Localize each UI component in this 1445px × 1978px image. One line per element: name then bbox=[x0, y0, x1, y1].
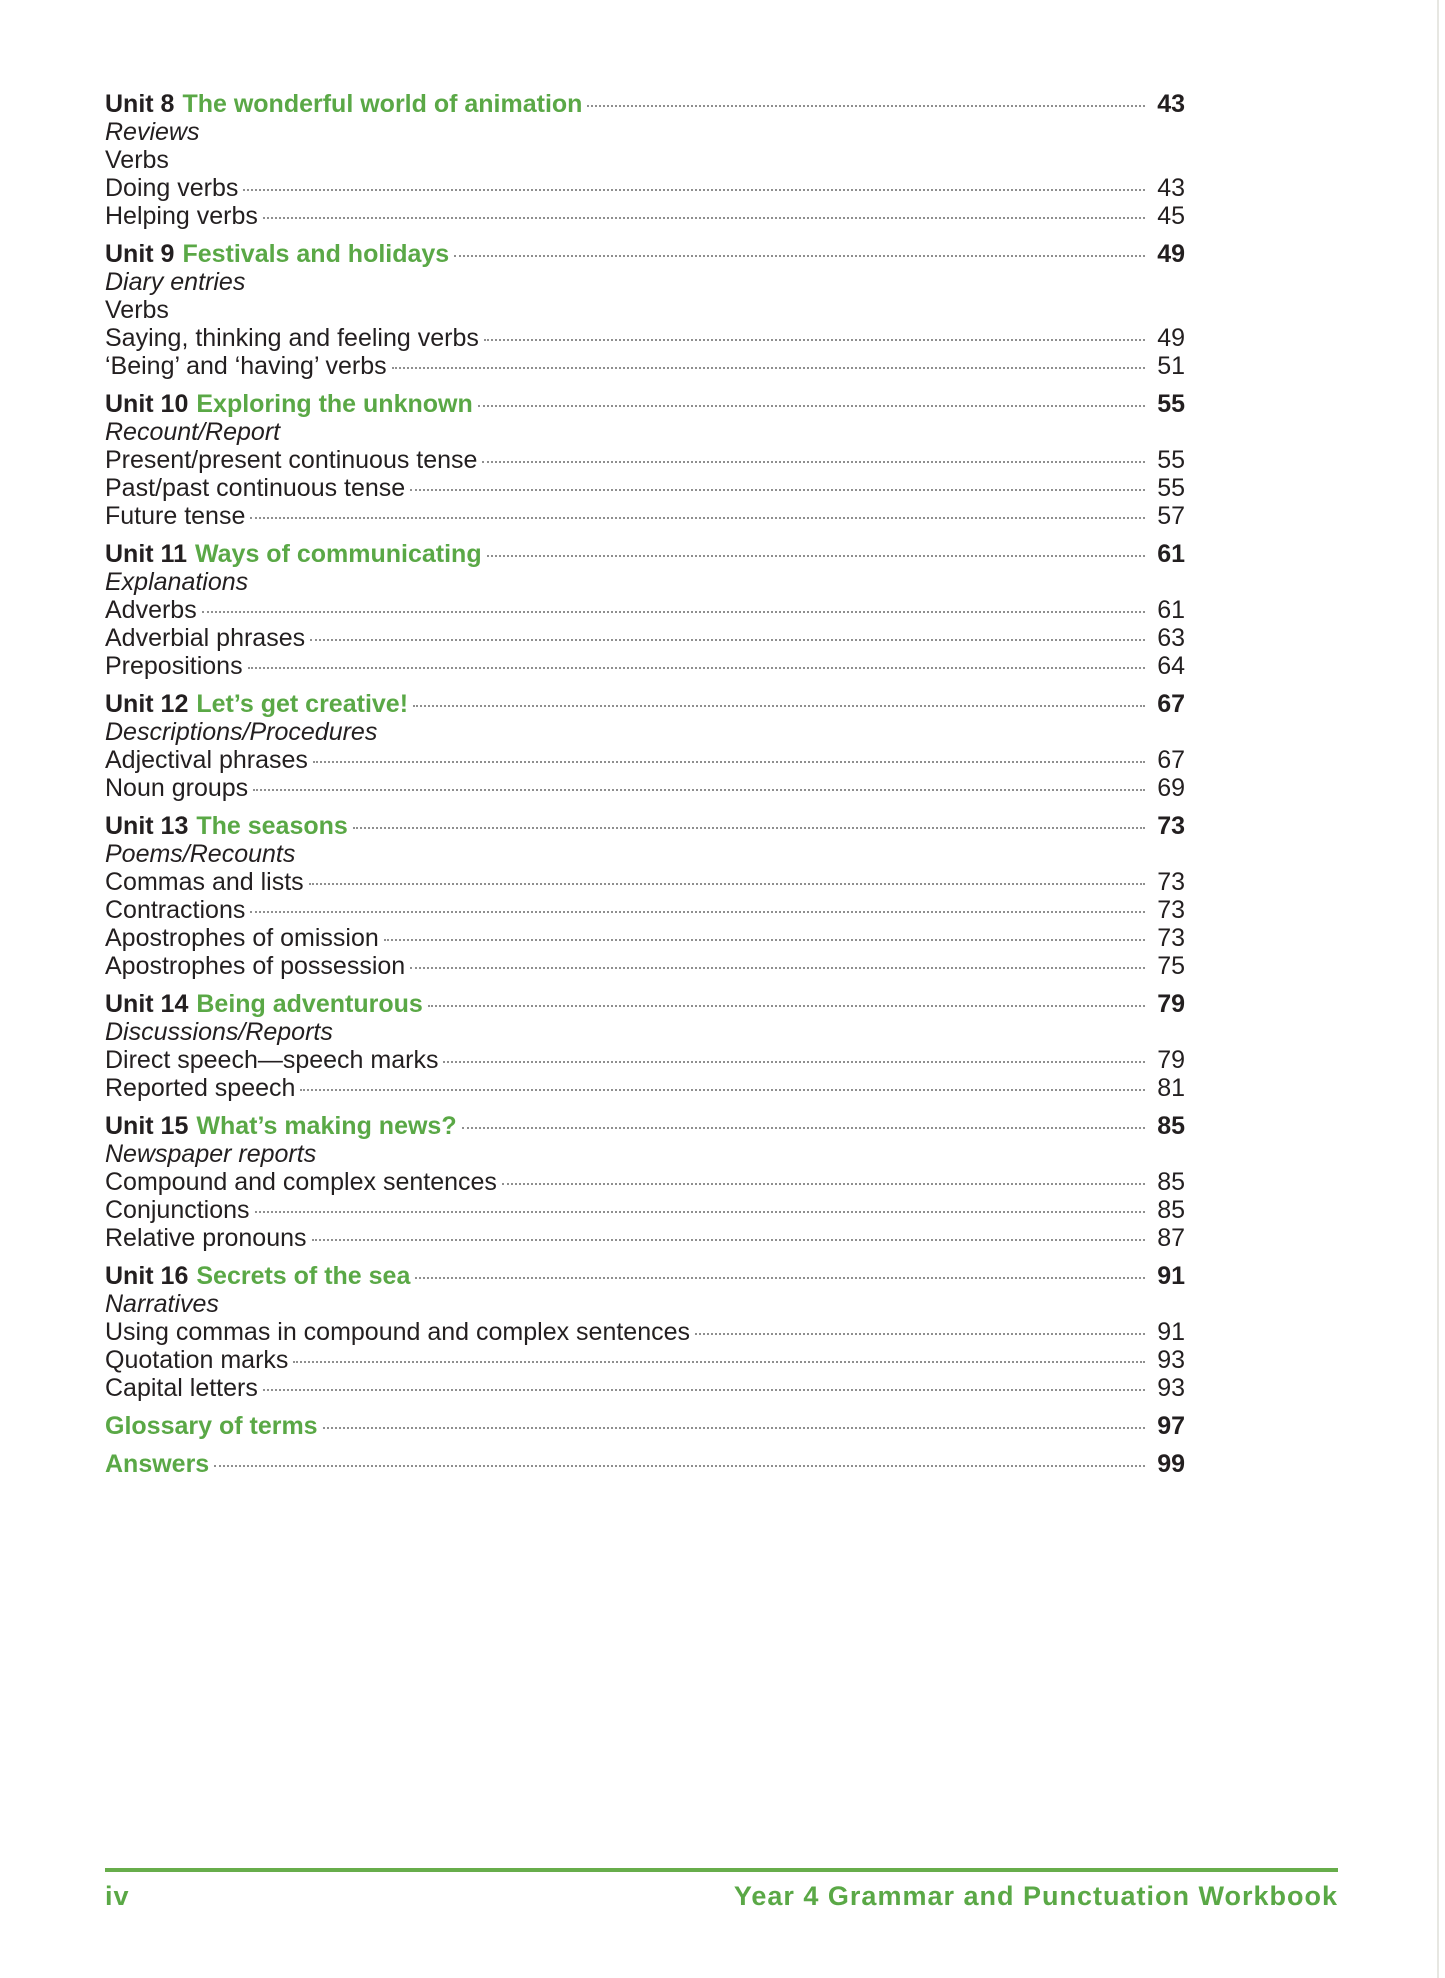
toc-entry-label: Let’s get creative! bbox=[196, 690, 409, 718]
toc-page-number: 69 bbox=[1157, 774, 1185, 802]
toc-page-number: 61 bbox=[1157, 540, 1185, 568]
toc-entry-label: The seasons bbox=[196, 812, 348, 840]
toc-entry-label: Adverbial phrases bbox=[105, 624, 306, 652]
toc-entry-label: Discussions/Reports bbox=[105, 1018, 333, 1046]
toc-page-number: 55 bbox=[1157, 446, 1185, 474]
toc-item-row bbox=[105, 174, 1185, 202]
toc-item-row bbox=[105, 446, 1185, 474]
unit-number-label: Unit 16 bbox=[105, 1262, 189, 1290]
dotted-leader bbox=[487, 555, 1145, 557]
dotted-leader bbox=[428, 1005, 1145, 1007]
toc-page-number: 79 bbox=[1157, 990, 1185, 1018]
dotted-leader bbox=[478, 405, 1145, 407]
toc-heading-row bbox=[105, 812, 1185, 840]
unit-number-label: Unit 14 bbox=[105, 990, 189, 1018]
toc-item-row bbox=[105, 502, 1185, 530]
toc-page-number: 85 bbox=[1157, 1196, 1185, 1224]
toc-entry-label: Noun groups bbox=[105, 774, 249, 802]
toc-item-row bbox=[105, 324, 1185, 352]
dotted-leader bbox=[410, 489, 1145, 491]
toc-heading-row bbox=[105, 690, 1185, 718]
toc-page-number: 73 bbox=[1157, 812, 1185, 840]
toc-item-row bbox=[105, 202, 1185, 230]
toc-entry-label: Using commas in compound and complex sentences bbox=[105, 1318, 691, 1346]
dotted-leader bbox=[410, 967, 1145, 969]
toc-heading-row bbox=[105, 540, 1185, 568]
toc-page-number: 63 bbox=[1157, 624, 1185, 652]
dotted-leader bbox=[310, 639, 1145, 641]
unit-number-label: Unit 10 bbox=[105, 390, 189, 418]
dotted-leader bbox=[323, 1427, 1145, 1429]
toc-page-number: 85 bbox=[1157, 1168, 1185, 1196]
toc-entry-label: Festivals and holidays bbox=[182, 240, 450, 268]
toc-item-row bbox=[105, 474, 1185, 502]
toc-item-row bbox=[105, 1290, 1185, 1318]
dotted-leader bbox=[250, 517, 1145, 519]
toc-item-row bbox=[105, 1318, 1185, 1346]
toc-page-number: 51 bbox=[1157, 352, 1185, 380]
toc-page-number: 55 bbox=[1157, 474, 1185, 502]
toc-entry-label: Poems/Recounts bbox=[105, 840, 296, 868]
toc-item-row bbox=[105, 774, 1185, 802]
dotted-leader bbox=[300, 1089, 1145, 1091]
toc-page-number: 45 bbox=[1157, 202, 1185, 230]
toc-entry-label: Doing verbs bbox=[105, 174, 239, 202]
toc-entry-label: Recount/Report bbox=[105, 418, 281, 446]
toc-entry-label: The wonderful world of animation bbox=[182, 90, 583, 118]
toc-page-number: 91 bbox=[1157, 1262, 1185, 1290]
toc-entry-label: Newspaper reports bbox=[105, 1140, 317, 1168]
toc-page-number: 43 bbox=[1157, 174, 1185, 202]
toc-item-row bbox=[105, 352, 1185, 380]
toc-entry-label: Ways of communicating bbox=[194, 540, 482, 568]
toc-page-number: 87 bbox=[1157, 1224, 1185, 1252]
toc-entry-label: Diary entries bbox=[105, 268, 246, 296]
toc-page-number: 67 bbox=[1157, 746, 1185, 774]
toc-page-number: 73 bbox=[1157, 868, 1185, 896]
toc-entry-label: Verbs bbox=[105, 146, 169, 174]
toc-item-row bbox=[105, 418, 1185, 446]
dotted-leader bbox=[214, 1465, 1145, 1467]
toc-entry-label: Relative pronouns bbox=[105, 1224, 307, 1252]
dotted-leader bbox=[413, 705, 1145, 707]
toc-page-number: 75 bbox=[1157, 952, 1185, 980]
toc-item-row bbox=[105, 624, 1185, 652]
footer-divider bbox=[105, 1868, 1338, 1872]
unit-number-label: Unit 13 bbox=[105, 812, 189, 840]
dotted-leader bbox=[384, 939, 1145, 941]
toc-entry-label: Contractions bbox=[105, 896, 246, 924]
toc-entry-label: Verbs bbox=[105, 296, 169, 324]
toc-page-number: 64 bbox=[1157, 652, 1185, 680]
toc-page-number: 57 bbox=[1157, 502, 1185, 530]
dotted-leader bbox=[250, 911, 1145, 913]
toc-entry-label: Compound and complex sentences bbox=[105, 1168, 497, 1196]
toc-item-row bbox=[105, 1168, 1185, 1196]
toc-entry-label: Adverbs bbox=[105, 596, 197, 624]
toc-heading-row bbox=[105, 1112, 1185, 1140]
toc-entry-label: Conjunctions bbox=[105, 1196, 250, 1224]
toc-heading-row bbox=[105, 390, 1185, 418]
dotted-leader bbox=[482, 461, 1145, 463]
toc-page-number: 43 bbox=[1157, 90, 1185, 118]
dotted-leader bbox=[462, 1127, 1145, 1129]
toc-item-row bbox=[105, 268, 1185, 296]
toc-entry-label: Apostrophes of possession bbox=[105, 952, 406, 980]
toc-item-row bbox=[105, 924, 1185, 952]
unit-number-label: Unit 12 bbox=[105, 690, 189, 718]
toc-entry-label: Future tense bbox=[105, 502, 246, 530]
toc-entry-label: Apostrophes of omission bbox=[105, 924, 379, 952]
toc-entry-label: Narratives bbox=[105, 1290, 219, 1318]
dotted-leader bbox=[502, 1183, 1145, 1185]
dotted-leader bbox=[353, 827, 1145, 829]
toc-page-number: 93 bbox=[1157, 1374, 1185, 1402]
toc-entry-label: Saying, thinking and feeling verbs bbox=[105, 324, 479, 352]
toc-entry-label: Being adventurous bbox=[196, 990, 423, 1018]
dotted-leader bbox=[255, 1211, 1145, 1213]
toc-item-row bbox=[105, 296, 1185, 324]
toc-item-row bbox=[105, 896, 1185, 924]
toc-entry-label: Reviews bbox=[105, 118, 200, 146]
toc-entry-label: Explanations bbox=[105, 568, 249, 596]
toc-entry-label: Helping verbs bbox=[105, 202, 258, 230]
toc-page-number: 85 bbox=[1157, 1112, 1185, 1140]
book-title: Year 4 Grammar and Punctuation Workbook bbox=[733, 1881, 1338, 1911]
dotted-leader bbox=[293, 1361, 1145, 1363]
toc-page-number: 73 bbox=[1157, 924, 1185, 952]
toc-entry-label: Quotation marks bbox=[105, 1346, 289, 1374]
page-footer bbox=[105, 1868, 1338, 1912]
toc-item-row bbox=[105, 1046, 1185, 1074]
toc-item-row bbox=[105, 568, 1185, 596]
toc-heading-row bbox=[105, 90, 1185, 118]
toc-item-row bbox=[105, 718, 1185, 746]
dotted-leader bbox=[587, 105, 1145, 107]
toc-entry-label: Adjectival phrases bbox=[105, 746, 308, 774]
toc-entry-label: Prepositions bbox=[105, 652, 243, 680]
dotted-leader bbox=[202, 611, 1145, 613]
dotted-leader bbox=[415, 1277, 1145, 1279]
dotted-leader bbox=[312, 1239, 1145, 1241]
toc-item-row bbox=[105, 1346, 1185, 1374]
toc-entry-label: Glossary of terms bbox=[105, 1412, 318, 1440]
dotted-leader bbox=[263, 217, 1145, 219]
toc-page-number: 67 bbox=[1157, 690, 1185, 718]
toc-entry-label: What’s making news? bbox=[196, 1112, 457, 1140]
unit-number-label: Unit 15 bbox=[105, 1112, 189, 1140]
toc-heading-row bbox=[105, 1262, 1185, 1290]
toc-entry-label: Present/present continuous tense bbox=[105, 446, 478, 474]
dotted-leader bbox=[454, 255, 1145, 257]
toc-item-row bbox=[105, 1074, 1185, 1102]
toc-entry-label: ‘Being’ and ‘having’ verbs bbox=[105, 352, 387, 380]
toc-item-row bbox=[105, 1196, 1185, 1224]
dotted-leader bbox=[248, 667, 1145, 669]
dotted-leader bbox=[695, 1333, 1145, 1335]
toc-item-row bbox=[105, 1374, 1185, 1402]
toc-item-row bbox=[105, 746, 1185, 774]
toc-item-row bbox=[105, 118, 1185, 146]
page-edge-line bbox=[1437, 0, 1439, 1978]
dotted-leader bbox=[243, 189, 1145, 191]
toc-page-number: 61 bbox=[1157, 596, 1185, 624]
toc-entry-label: Commas and lists bbox=[105, 868, 304, 896]
unit-number-label: Unit 9 bbox=[105, 240, 175, 268]
unit-number-label: Unit 8 bbox=[105, 90, 175, 118]
toc-entry-label: Descriptions/Procedures bbox=[105, 718, 378, 746]
toc-entry-label: Reported speech bbox=[105, 1074, 296, 1102]
table-of-contents bbox=[105, 80, 1185, 1478]
toc-item-row bbox=[105, 952, 1185, 980]
toc-item-row bbox=[105, 1018, 1185, 1046]
toc-page-number: 49 bbox=[1157, 240, 1185, 268]
toc-item-row bbox=[105, 1224, 1185, 1252]
toc-item-row bbox=[105, 868, 1185, 896]
toc-page-number: 79 bbox=[1157, 1046, 1185, 1074]
dotted-leader bbox=[253, 789, 1145, 791]
dotted-leader bbox=[313, 761, 1145, 763]
toc-entry-label: Capital letters bbox=[105, 1374, 258, 1402]
toc-heading-row bbox=[105, 1450, 1185, 1478]
toc-page-number: 55 bbox=[1157, 390, 1185, 418]
toc-entry-label: Direct speech—speech marks bbox=[105, 1046, 439, 1074]
toc-item-row bbox=[105, 596, 1185, 624]
dotted-leader bbox=[309, 883, 1145, 885]
toc-entry-label: Past/past continuous tense bbox=[105, 474, 406, 502]
toc-page-number: 91 bbox=[1157, 1318, 1185, 1346]
toc-item-row bbox=[105, 1140, 1185, 1168]
toc-entry-label: Secrets of the sea bbox=[196, 1262, 411, 1290]
toc-page-number: 73 bbox=[1157, 896, 1185, 924]
toc-item-row bbox=[105, 146, 1185, 174]
toc-heading-row bbox=[105, 240, 1185, 268]
folio-page-number: iv bbox=[105, 1881, 130, 1911]
toc-page-number: 97 bbox=[1157, 1412, 1185, 1440]
unit-number-label: Unit 11 bbox=[105, 540, 187, 568]
toc-page-number: 49 bbox=[1157, 324, 1185, 352]
dotted-leader bbox=[484, 339, 1145, 341]
toc-page-number: 81 bbox=[1157, 1074, 1185, 1102]
toc-entry-label: Exploring the unknown bbox=[196, 390, 473, 418]
dotted-leader bbox=[443, 1061, 1145, 1063]
toc-entry-label: Answers bbox=[105, 1450, 210, 1478]
toc-page-number: 93 bbox=[1157, 1346, 1185, 1374]
toc-heading-row bbox=[105, 1412, 1185, 1440]
toc-heading-row bbox=[105, 990, 1185, 1018]
toc-item-row bbox=[105, 840, 1185, 868]
toc-page-number: 99 bbox=[1157, 1450, 1185, 1478]
dotted-leader bbox=[263, 1389, 1145, 1391]
toc-item-row bbox=[105, 652, 1185, 680]
dotted-leader bbox=[392, 367, 1145, 369]
